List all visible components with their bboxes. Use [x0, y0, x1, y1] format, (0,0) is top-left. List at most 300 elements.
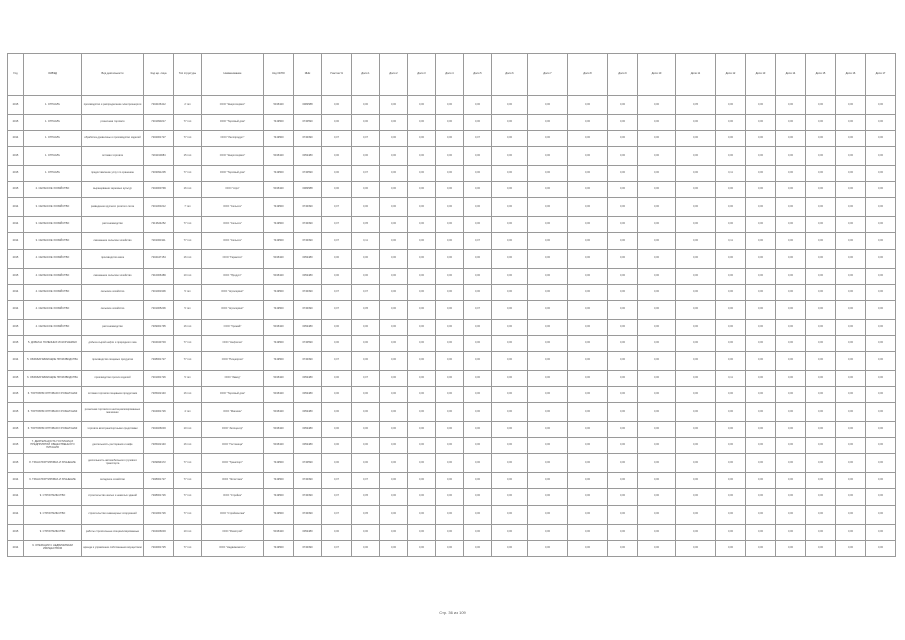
- text-cell: 1. ОТРАСЛЬ: [24, 115, 82, 131]
- value-cell: 0,00: [528, 198, 568, 217]
- value-cell: 0,00: [322, 454, 352, 473]
- text-cell: 2014: [8, 351, 24, 370]
- text-cell: смешанное сельское хозяйство: [82, 233, 144, 249]
- text-cell: выращивание зерновых культур: [82, 182, 144, 198]
- text-cell: 7205402140: [144, 438, 174, 454]
- value-cell: 0,00: [776, 96, 806, 115]
- value-cell: 0,00: [352, 198, 380, 217]
- value-cell: 0,00: [608, 284, 638, 300]
- value-cell: 0,00: [436, 370, 464, 386]
- value-cell: 0,07: [352, 284, 380, 300]
- value-cell: 0,00: [638, 351, 676, 370]
- text-cell: 7204447154: [144, 249, 174, 268]
- value-cell: 0,00: [568, 505, 608, 524]
- register-sheet: [7, 53, 894, 557]
- value-cell: 0,00: [380, 284, 408, 300]
- text-cell: 2015: [8, 335, 24, 351]
- text-cell: 7419500: [264, 115, 294, 131]
- text-cell: розничная торговля: [82, 115, 144, 131]
- text-cell: работы строительные специализированные: [82, 524, 144, 540]
- text-cell: ООО "Энергосервис": [202, 96, 264, 115]
- text-cell: ООО "Урожай": [202, 319, 264, 335]
- text-cell: 7213624252: [144, 217, 174, 233]
- value-cell: 0,00: [806, 387, 836, 403]
- value-cell: 0,00: [676, 540, 716, 556]
- text-cell: предоставление услуг по хранению: [82, 166, 144, 182]
- text-cell: 0052480: [294, 319, 322, 335]
- value-cell: 0,00: [408, 505, 436, 524]
- text-cell: добыча сырой нефти и природного газа: [82, 335, 144, 351]
- text-cell: 7205402140: [144, 387, 174, 403]
- value-cell: 0,00: [776, 422, 806, 438]
- value-cell: 0,00: [322, 147, 352, 166]
- value-cell: 0,00: [776, 454, 806, 473]
- text-cell: 0052480: [294, 524, 322, 540]
- value-cell: 0,00: [676, 524, 716, 540]
- text-cell: 6740390: [294, 473, 322, 489]
- text-cell: 6740390: [294, 198, 322, 217]
- table-row: [8, 319, 896, 335]
- value-cell: 0,00: [352, 540, 380, 556]
- text-cell: 5015420: [264, 268, 294, 284]
- value-cell: 0,00: [528, 351, 568, 370]
- value-cell: 0,00: [436, 166, 464, 182]
- value-cell: 0,07: [352, 370, 380, 386]
- value-cell: 0,00: [716, 319, 746, 335]
- value-cell: 0,00: [608, 351, 638, 370]
- value-cell: 0,00: [776, 182, 806, 198]
- text-cell: 7419500: [264, 131, 294, 147]
- text-cell: 4 тип: [174, 403, 202, 422]
- value-cell: 0,00: [492, 489, 528, 505]
- value-cell: 0,00: [322, 524, 352, 540]
- value-cell: 0,00: [836, 166, 866, 182]
- value-cell: 0,11: [716, 166, 746, 182]
- value-cell: 0,00: [608, 268, 638, 284]
- value-cell: 0,00: [528, 524, 568, 540]
- text-cell: 9. СТРОИТЕЛЬСТВО: [24, 489, 82, 505]
- table-row: [8, 131, 896, 147]
- table-row: [8, 403, 896, 422]
- text-cell: 7419500: [264, 166, 294, 182]
- value-cell: 0,00: [568, 387, 608, 403]
- value-cell: 0,00: [492, 438, 528, 454]
- text-cell: 5015420: [264, 96, 294, 115]
- value-cell: 0,00: [608, 131, 638, 147]
- value-cell: 0,00: [776, 489, 806, 505]
- value-cell: 0,00: [866, 370, 896, 386]
- value-cell: 0,00: [776, 438, 806, 454]
- value-cell: 0,00: [352, 268, 380, 284]
- value-cell: 0,00: [806, 540, 836, 556]
- value-cell: 0,00: [676, 335, 716, 351]
- value-cell: 0,00: [716, 284, 746, 300]
- value-cell: 0,00: [380, 319, 408, 335]
- value-cell: 0,00: [322, 403, 352, 422]
- table-row: [8, 370, 896, 386]
- text-cell: 7204406003: [144, 422, 174, 438]
- value-cell: 0,07: [464, 300, 492, 319]
- value-cell: 0,00: [408, 147, 436, 166]
- text-cell: 6740390: [294, 233, 322, 249]
- text-cell: 5015420: [264, 438, 294, 454]
- value-cell: 0,00: [408, 268, 436, 284]
- value-cell: 0,00: [380, 351, 408, 370]
- value-cell: 0,00: [776, 351, 806, 370]
- value-cell: 0,00: [676, 198, 716, 217]
- value-cell: 0,00: [464, 473, 492, 489]
- value-cell: 0,00: [568, 268, 608, 284]
- value-cell: 0,00: [866, 524, 896, 540]
- value-cell: 0,00: [776, 268, 806, 284]
- text-cell: 10 тип: [174, 422, 202, 438]
- text-cell: складское хозяйство: [82, 473, 144, 489]
- value-cell: 0,00: [528, 387, 568, 403]
- value-cell: 0,00: [746, 233, 776, 249]
- value-cell: 0,00: [806, 300, 836, 319]
- value-cell: 0,00: [408, 540, 436, 556]
- value-cell: 0,00: [836, 454, 866, 473]
- value-cell: 0,00: [836, 473, 866, 489]
- value-cell: 0,00: [776, 403, 806, 422]
- value-cell: 0,00: [380, 473, 408, 489]
- value-cell: 0,00: [608, 166, 638, 182]
- value-cell: 0,00: [866, 182, 896, 198]
- value-cell: 0,00: [676, 166, 716, 182]
- value-cell: 0,00: [638, 454, 676, 473]
- value-cell: 0,00: [380, 422, 408, 438]
- text-cell: 7208001726: [144, 489, 174, 505]
- text-cell: 6740390: [294, 284, 322, 300]
- text-cell: 16 тип: [174, 319, 202, 335]
- text-cell: 5015420: [264, 422, 294, 438]
- value-cell: 0,00: [608, 115, 638, 131]
- text-cell: 2015: [8, 115, 24, 131]
- value-cell: 0,00: [436, 96, 464, 115]
- value-cell: 0,00: [866, 217, 896, 233]
- value-cell: 0,00: [568, 284, 608, 300]
- text-cell: оптовая торговля: [82, 147, 144, 166]
- value-cell: 0,00: [436, 268, 464, 284]
- value-cell: 0,00: [568, 198, 608, 217]
- value-cell: 0,00: [806, 351, 836, 370]
- text-cell: 7 тип: [174, 198, 202, 217]
- text-cell: ООО "Нефтегаз": [202, 335, 264, 351]
- value-cell: 0,07: [352, 166, 380, 182]
- table-row: [8, 473, 896, 489]
- value-cell: 0,00: [464, 198, 492, 217]
- value-cell: 0,00: [492, 217, 528, 233]
- value-cell: 0,00: [568, 147, 608, 166]
- column-header: Доля 1: [352, 54, 380, 96]
- value-cell: 0,00: [464, 540, 492, 556]
- column-header: ОКВЭД: [24, 54, 82, 96]
- value-cell: 0,00: [676, 217, 716, 233]
- value-cell: 0,00: [492, 403, 528, 422]
- value-cell: 0,00: [638, 166, 676, 182]
- value-cell: 0,07: [322, 473, 352, 489]
- text-cell: 7419500: [264, 540, 294, 556]
- value-cell: 0,00: [716, 403, 746, 422]
- value-cell: 0,00: [746, 284, 776, 300]
- text-cell: ООО "Автоцентр": [202, 422, 264, 438]
- value-cell: 0,00: [608, 198, 638, 217]
- value-cell: 0,00: [352, 387, 380, 403]
- text-cell: 3. СЕЛЬСКОЕ ХОЗЯЙСТВО: [24, 217, 82, 233]
- value-cell: 0,00: [568, 422, 608, 438]
- value-cell: 0,00: [806, 505, 836, 524]
- text-cell: 2015: [8, 524, 24, 540]
- text-cell: ООО "Агро": [202, 182, 264, 198]
- text-cell: 7419500: [264, 473, 294, 489]
- text-cell: ООО "Сельхоз": [202, 233, 264, 249]
- value-cell: 0,00: [528, 422, 568, 438]
- text-cell: 1. ОТРАСЛЬ: [24, 166, 82, 182]
- value-cell: 0,00: [608, 319, 638, 335]
- value-cell: 0,00: [608, 96, 638, 115]
- value-cell: 0,00: [806, 182, 836, 198]
- text-cell: 2014: [8, 131, 24, 147]
- value-cell: 0,00: [408, 422, 436, 438]
- value-cell: 0,00: [380, 147, 408, 166]
- value-cell: 0,00: [492, 284, 528, 300]
- value-cell: 0,00: [676, 131, 716, 147]
- text-cell: 7204000799: [144, 182, 174, 198]
- text-cell: 6740390: [294, 351, 322, 370]
- value-cell: 0,00: [866, 268, 896, 284]
- value-cell: 0,00: [746, 96, 776, 115]
- value-cell: 0,00: [568, 403, 608, 422]
- value-cell: 0,00: [638, 438, 676, 454]
- value-cell: 0,00: [676, 422, 716, 438]
- value-cell: 0,00: [716, 473, 746, 489]
- column-header: Год: [8, 54, 24, 96]
- text-cell: 2015: [8, 454, 24, 473]
- value-cell: 0,00: [322, 182, 352, 198]
- value-cell: 0,00: [528, 147, 568, 166]
- value-cell: 0,00: [806, 96, 836, 115]
- value-cell: 0,00: [638, 370, 676, 386]
- text-cell: 15 тип: [174, 147, 202, 166]
- value-cell: 0,00: [776, 166, 806, 182]
- text-cell: 2015: [8, 268, 24, 284]
- text-cell: 7204166412: [144, 96, 174, 115]
- value-cell: 0,00: [866, 540, 896, 556]
- value-cell: 0,00: [492, 300, 528, 319]
- value-cell: 0,07: [322, 131, 352, 147]
- column-header: Доля 3: [408, 54, 436, 96]
- value-cell: 0,00: [676, 284, 716, 300]
- text-cell: 77 тип: [174, 335, 202, 351]
- value-cell: 0,00: [568, 370, 608, 386]
- value-cell: 0,00: [380, 268, 408, 284]
- value-cell: 0,11: [352, 233, 380, 249]
- value-cell: 0,00: [836, 182, 866, 198]
- value-cell: 0,00: [408, 217, 436, 233]
- table-row: [8, 96, 896, 115]
- text-cell: аренда и управление собственным имуществом: [82, 540, 144, 556]
- value-cell: 0,00: [806, 284, 836, 300]
- text-cell: 5 тип: [174, 300, 202, 319]
- value-cell: 0,00: [836, 387, 866, 403]
- text-cell: 7201190084: [144, 147, 174, 166]
- value-cell: 0,05: [352, 505, 380, 524]
- text-cell: 7201001906: [144, 284, 174, 300]
- value-cell: 0,00: [746, 422, 776, 438]
- text-cell: 6. ОБРАБАТЫВАЮЩИЕ ПРОИЗВОДСТВА: [24, 370, 82, 386]
- text-cell: смешанное сельское хозяйство: [82, 268, 144, 284]
- value-cell: 0,00: [492, 319, 528, 335]
- value-cell: 0,00: [806, 370, 836, 386]
- text-cell: 16 тип: [174, 438, 202, 454]
- table-row: [8, 422, 896, 438]
- value-cell: 0,00: [716, 300, 746, 319]
- value-cell: 0,00: [528, 473, 568, 489]
- value-cell: 0,00: [528, 268, 568, 284]
- value-cell: 0,00: [806, 147, 836, 166]
- column-header: Доля 6: [492, 54, 528, 96]
- column-header: Доля 12: [716, 54, 746, 96]
- text-cell: 7201303212: [144, 198, 174, 217]
- text-cell: 0740590: [294, 115, 322, 131]
- text-cell: 77 тип: [174, 217, 202, 233]
- column-header: Доля 9: [608, 54, 638, 96]
- value-cell: 0,00: [866, 166, 896, 182]
- value-cell: 0,00: [408, 249, 436, 268]
- value-cell: 0,00: [568, 217, 608, 233]
- text-cell: деятельность автомобильного грузового транспорта: [82, 454, 144, 473]
- value-cell: 0,00: [352, 249, 380, 268]
- value-cell: 0,00: [380, 115, 408, 131]
- value-cell: 0,00: [568, 131, 608, 147]
- table-row: [8, 198, 896, 217]
- value-cell: 0,00: [492, 166, 528, 182]
- column-header: Доля 15: [806, 54, 836, 96]
- value-cell: 0,00: [528, 370, 568, 386]
- value-cell: 0,00: [464, 147, 492, 166]
- value-cell: 0,05: [352, 300, 380, 319]
- text-cell: 0052480: [294, 147, 322, 166]
- text-cell: 7419500: [264, 454, 294, 473]
- value-cell: 0,00: [408, 473, 436, 489]
- value-cell: 0,00: [608, 473, 638, 489]
- text-cell: 77 тип: [174, 489, 202, 505]
- value-cell: 0,00: [806, 198, 836, 217]
- text-cell: 7419500: [264, 217, 294, 233]
- value-cell: 0,00: [492, 540, 528, 556]
- value-cell: 0,00: [676, 300, 716, 319]
- value-cell: 0,00: [638, 524, 676, 540]
- value-cell: 0,00: [408, 198, 436, 217]
- value-cell: 0,00: [380, 249, 408, 268]
- value-cell: 0,00: [676, 319, 716, 335]
- value-cell: 0,00: [676, 438, 716, 454]
- value-cell: 0,00: [492, 96, 528, 115]
- text-cell: 6. ТОРГОВЛЯ ОПТОВАЯ И РОЗНИЧНАЯ: [24, 403, 82, 422]
- value-cell: 0,00: [464, 284, 492, 300]
- value-cell: 0,00: [806, 454, 836, 473]
- text-cell: 4. СЕЛЬСКОЕ ХОЗЯЙСТВО: [24, 268, 82, 284]
- value-cell: 0,00: [836, 233, 866, 249]
- value-cell: 0,00: [806, 403, 836, 422]
- value-cell: 0,00: [836, 351, 866, 370]
- value-cell: 0,00: [746, 524, 776, 540]
- text-cell: 5. ДОБЫЧА ПОЛЕЗНЫХ ИСКОПАЕМЫХ: [24, 335, 82, 351]
- text-cell: 0740590: [294, 166, 322, 182]
- value-cell: 0,00: [464, 370, 492, 386]
- text-cell: 7209999172: [144, 454, 174, 473]
- text-cell: 8. ТРАНСПОРТИРОВКА И ХРАНЕНИЕ: [24, 454, 82, 473]
- value-cell: 0,00: [836, 540, 866, 556]
- text-cell: 4. СЕЛЬСКОЕ ХОЗЯЙСТВО: [24, 284, 82, 300]
- value-cell: 0,00: [464, 319, 492, 335]
- value-cell: 0,00: [776, 540, 806, 556]
- value-cell: 0,00: [464, 351, 492, 370]
- value-cell: 0,00: [528, 131, 568, 147]
- value-cell: 0,00: [836, 268, 866, 284]
- text-cell: 2014: [8, 198, 24, 217]
- value-cell: 0,00: [836, 319, 866, 335]
- value-cell: 0,00: [492, 115, 528, 131]
- value-cell: 0,00: [638, 387, 676, 403]
- text-cell: ООО "Сельхоз": [202, 217, 264, 233]
- value-cell: 0,00: [836, 284, 866, 300]
- value-cell: 0,00: [436, 524, 464, 540]
- value-cell: 0,00: [746, 268, 776, 284]
- text-cell: 7210006489: [144, 268, 174, 284]
- text-cell: 6740390: [294, 217, 322, 233]
- value-cell: 0,00: [776, 115, 806, 131]
- value-cell: 0,00: [676, 233, 716, 249]
- text-cell: 0740590: [294, 335, 322, 351]
- text-cell: растениеводство: [82, 217, 144, 233]
- text-cell: 2015: [8, 249, 24, 268]
- value-cell: 0,00: [408, 524, 436, 540]
- value-cell: 0,00: [464, 249, 492, 268]
- value-cell: 0,00: [806, 249, 836, 268]
- value-cell: 0,07: [322, 505, 352, 524]
- value-cell: 0,00: [676, 387, 716, 403]
- value-cell: 0,00: [836, 335, 866, 351]
- value-cell: 0,00: [746, 403, 776, 422]
- value-cell: 0,00: [608, 422, 638, 438]
- value-cell: 0,00: [776, 300, 806, 319]
- value-cell: 0,00: [638, 300, 676, 319]
- value-cell: 0,07: [352, 473, 380, 489]
- text-cell: 0052480: [294, 438, 322, 454]
- value-cell: 0,00: [866, 300, 896, 319]
- text-cell: 4. СЕЛЬСКОЕ ХОЗЯЙСТВО: [24, 249, 82, 268]
- value-cell: 0,00: [568, 115, 608, 131]
- value-cell: 0,00: [492, 147, 528, 166]
- value-cell: 0,00: [866, 387, 896, 403]
- value-cell: 0,00: [776, 217, 806, 233]
- value-cell: 0,00: [492, 182, 528, 198]
- value-cell: 0,00: [492, 198, 528, 217]
- column-header: Участие %: [322, 54, 352, 96]
- value-cell: 0,00: [352, 438, 380, 454]
- value-cell: 0,00: [436, 489, 464, 505]
- value-cell: 0,00: [836, 438, 866, 454]
- value-cell: 0,00: [322, 422, 352, 438]
- value-cell: 0,05: [676, 96, 716, 115]
- value-cell: 0,00: [464, 166, 492, 182]
- value-cell: 0,00: [746, 319, 776, 335]
- text-cell: 10 тип: [174, 268, 202, 284]
- value-cell: 0,00: [638, 319, 676, 335]
- value-cell: 0,00: [716, 524, 746, 540]
- text-cell: ООО "Недвижимость": [202, 540, 264, 556]
